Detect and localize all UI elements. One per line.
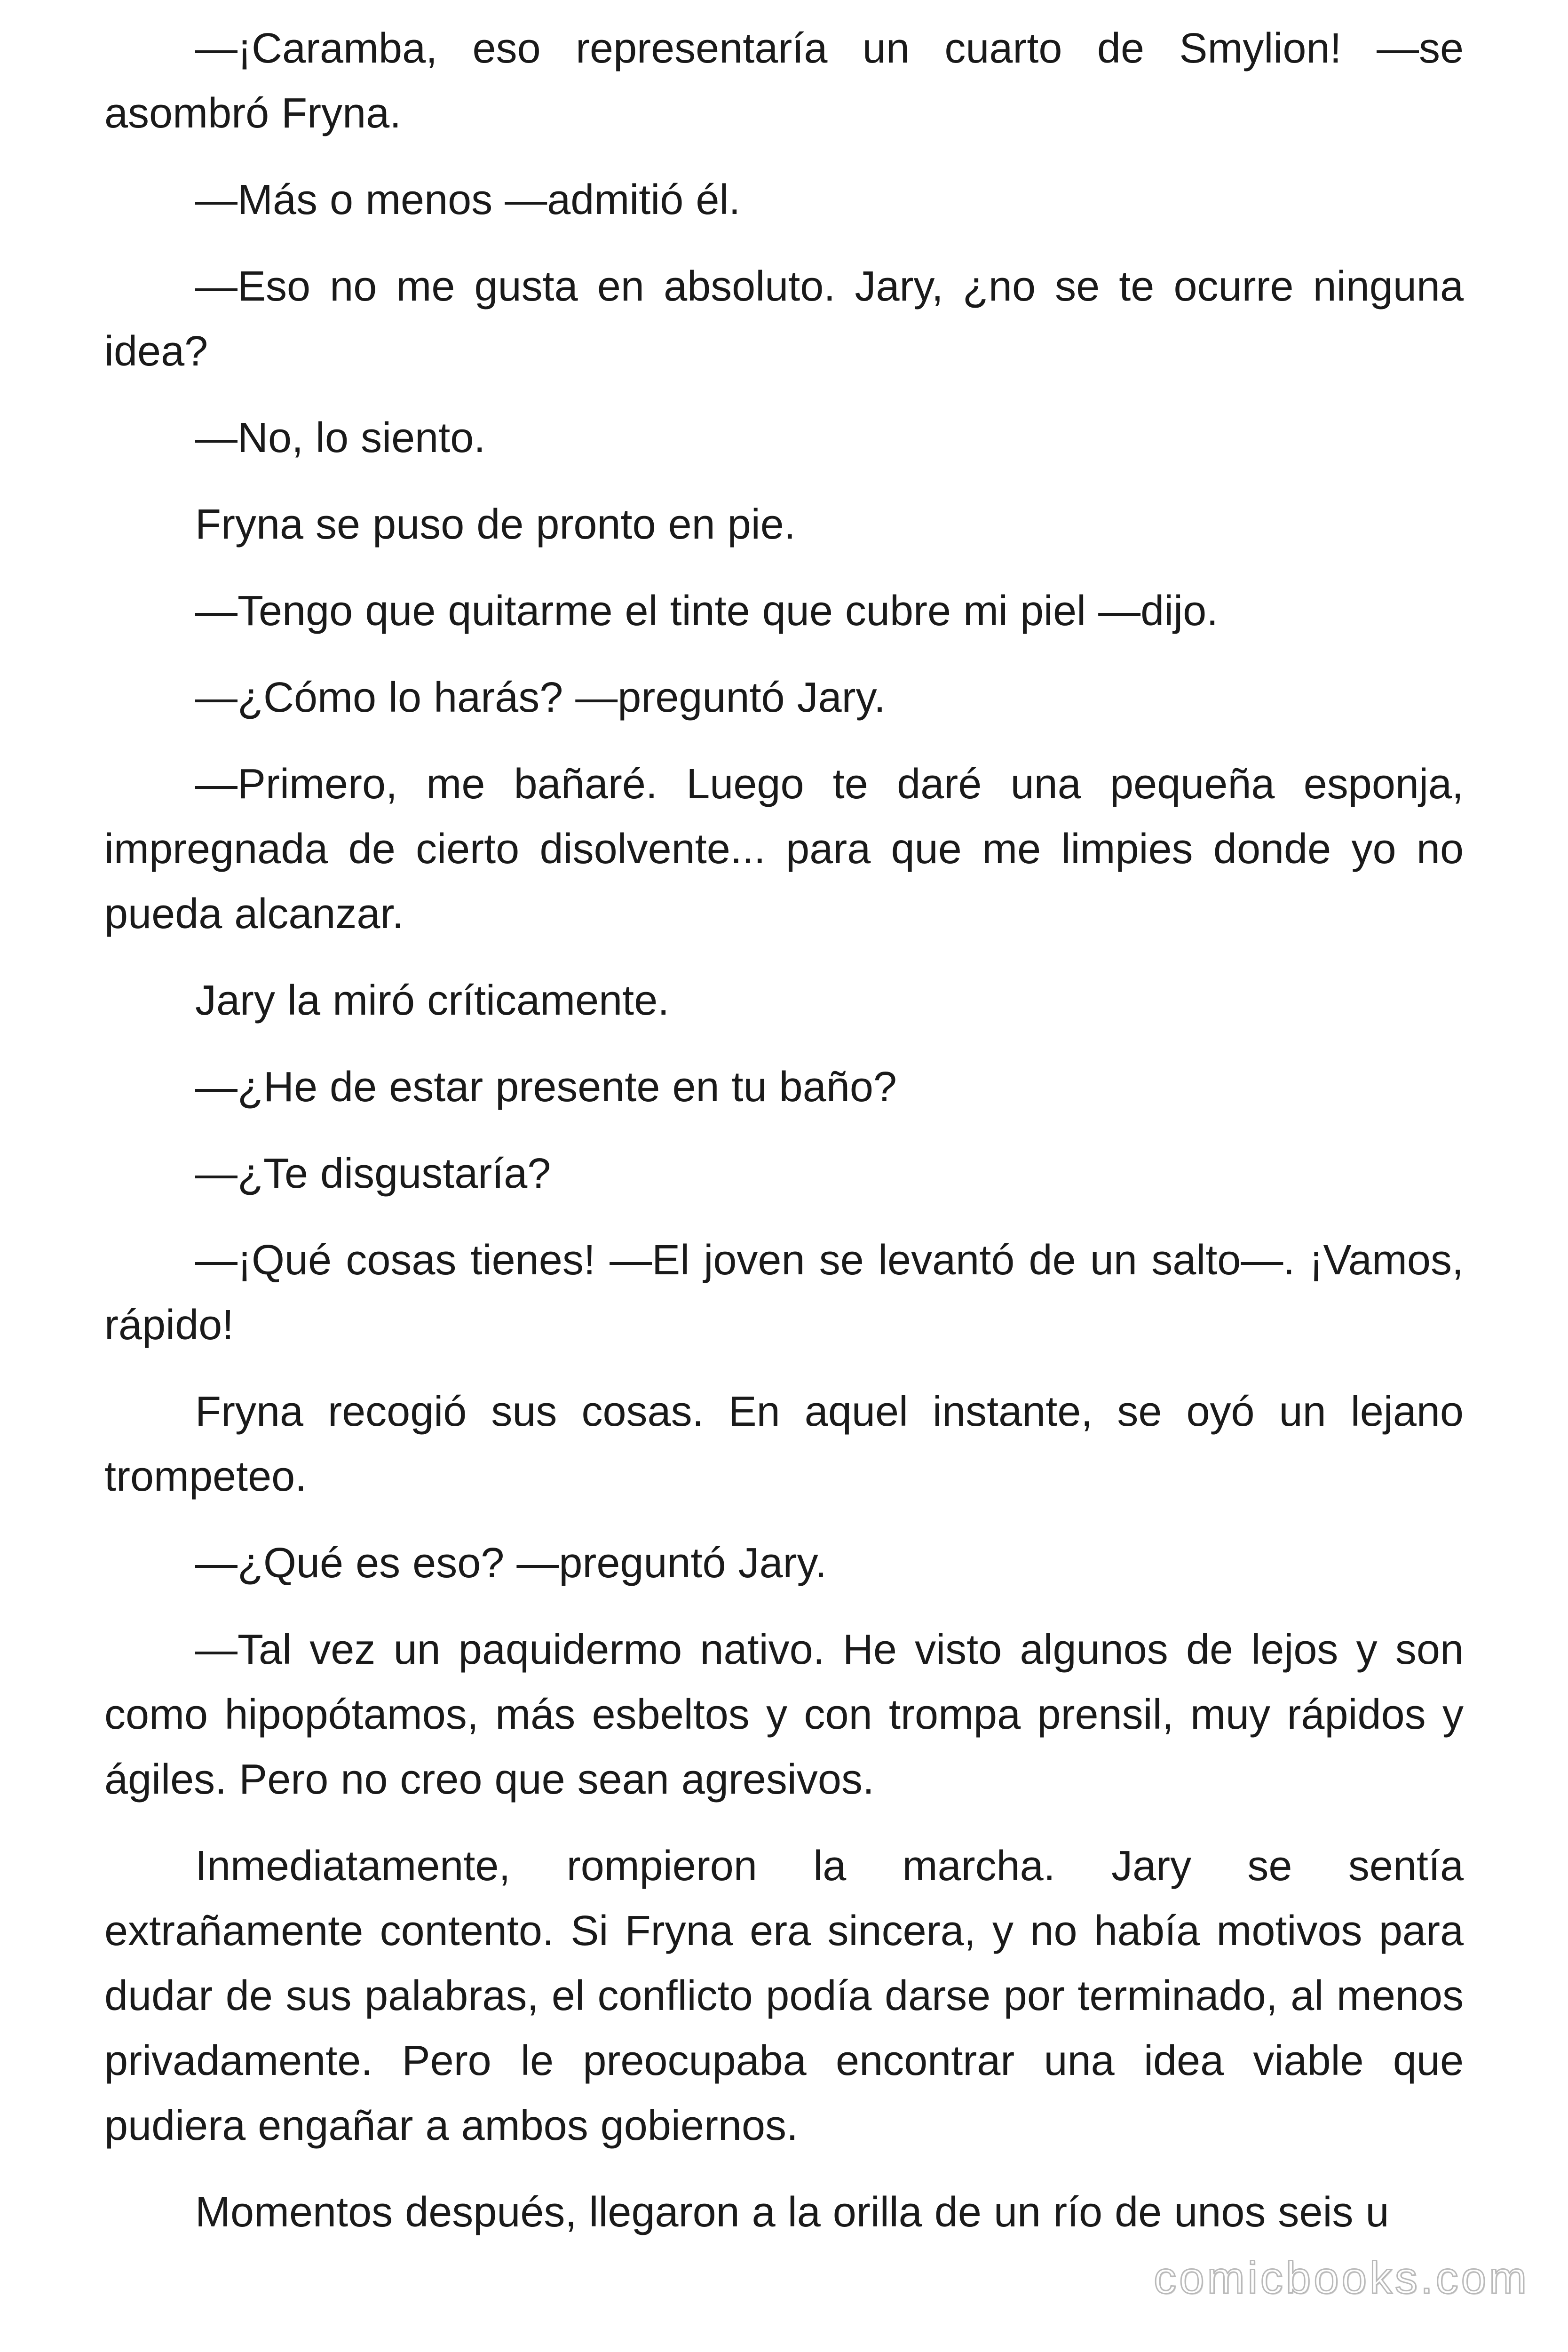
paragraph: —Más o menos —admitió él. <box>195 176 741 223</box>
paragraph: Inmediatamente, rompieron la marcha. Jary se sentía extrañamente contento. Si Fryna era sincera, y no había motivos para dudar de sus palabras, el conflicto podía darse por terminado, al menos privadamente. Pero le preocupaba encontrar una idea viable que pudiera engañar a ambos gobiernos. <box>104 1843 1464 2149</box>
watermark-logo: comicbooks.com <box>1154 2253 1529 2303</box>
paragraph: Fryna se puso de pronto en pie. <box>195 501 796 548</box>
paragraph: —Tal vez un paquidermo nativo. He visto algunos de lejos y son como hipopótamos, más esbeltos y con trompa prensil, muy rápidos y ágiles. Pero no creo que sean agresivos. <box>104 1626 1464 1803</box>
paragraph: —Eso no me gusta en absoluto. Jary, ¿no se te ocurre ninguna idea? <box>104 263 1464 375</box>
paragraph: —¿Qué es eso? —preguntó Jary. <box>195 1540 827 1587</box>
paragraph: —Tengo que quitarme el tinte que cubre mi piel —dijo. <box>195 588 1219 635</box>
paragraph: —¿Cómo lo harás? —preguntó Jary. <box>195 674 886 721</box>
paragraph: Fryna recogió sus cosas. En aquel instante, se oyó un lejano trompeteo. <box>104 1388 1464 1500</box>
paragraph: —Primero, me bañaré. Luego te daré una pequeña esponja, impregnada de cierto disolvente... para que me limpies donde yo no pueda alcanzar. <box>104 761 1464 938</box>
paragraph: Momentos después, llegaron a la orilla de un río de unos seis u <box>195 2189 1389 2236</box>
paragraph: —¡Caramba, eso representaría un cuarto de Smylion! —se asombró Fryna. <box>104 25 1464 137</box>
paragraph: —¿He de estar presente en tu baño? <box>195 1064 897 1111</box>
paragraph: Jary la miró críticamente. <box>195 977 670 1024</box>
paragraph: —¡Qué cosas tienes! —El joven se levantó de un salto—. ¡Vamos, rápido! <box>104 1237 1464 1349</box>
paragraph: —No, lo siento. <box>195 414 486 461</box>
paragraph: —¿Te disgustaría? <box>195 1150 551 1197</box>
